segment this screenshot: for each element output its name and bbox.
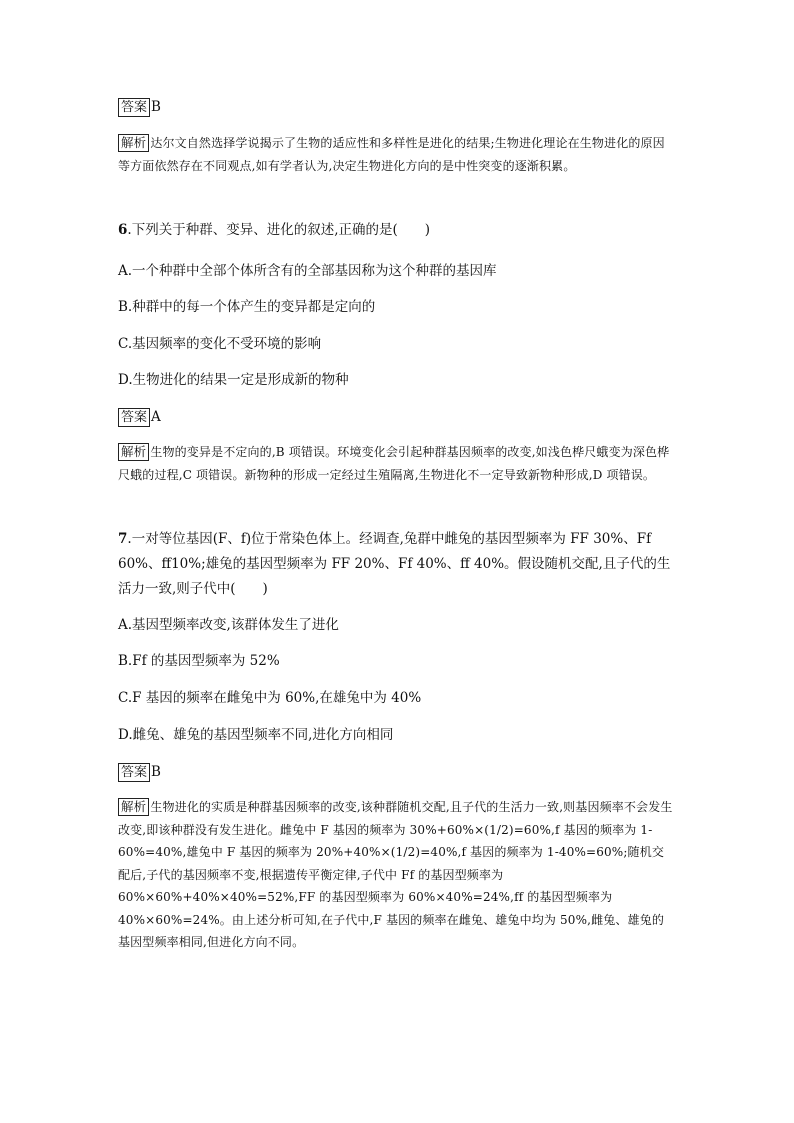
answer-label: 答案	[118, 408, 150, 427]
answer-label: 答案	[118, 98, 150, 117]
question-number: 7	[118, 531, 128, 547]
explanation-label: 解析	[118, 443, 149, 461]
explanation-text: 达尔文自然选择学说揭示了生物的适应性和多样性是进化的结果;生物进化理论在生物进化的原因等方面依然存在不同观点,如有学者认为,决定生物进化方向的是中性突变的逐渐积累。	[118, 136, 665, 173]
answer-value: B	[151, 99, 161, 115]
q5-answer	[118, 98, 674, 117]
q7-explanation	[118, 796, 674, 954]
q7-option-b: B.Ff 的基因型频率为 52%	[118, 653, 280, 669]
answer-value: B	[151, 764, 161, 780]
question-7-stem	[118, 527, 674, 602]
q6-explanation	[118, 441, 674, 486]
q7-option-c: C.F 基因的频率在雌兔中为 60%,在雄兔中为 40%	[118, 690, 422, 706]
q6-option-a: A.一个种群中全部个体所含有的全部基因称为这个种群的基因库	[118, 263, 497, 279]
q6-answer	[118, 408, 674, 427]
q7-answer	[118, 763, 674, 782]
q5-explanation	[118, 132, 674, 177]
explanation-label: 解析	[118, 134, 149, 152]
explanation-label: 解析	[118, 798, 149, 816]
explanation-text: 生物的变异是不定向的,B 项错误。环境变化会引起种群基因频率的改变,如浅色桦尺蛾变为深色桦尺蛾的过程,C 项错误。新物种的形成一定经过生殖隔离,生物进化不一定导致新物种形成,D 项错误。	[118, 445, 670, 482]
question-number: 6	[118, 222, 128, 238]
question-text: .一对等位基因(F、f)位于常染色体上。经调查,兔群中雌兔的基因型频率为 FF 30%、Ff 60%、ff10%;雄兔的基因型频率为 FF 20%、Ff 40%、ff 40%。假设随机交配,且子代的生活力一致,则子代中( )	[118, 531, 671, 597]
answer-label: 答案	[118, 763, 150, 782]
q6-option-d: D.生物进化的结果一定是形成新的物种	[118, 372, 349, 388]
answer-value: A	[151, 409, 161, 425]
q7-option-d: D.雌兔、雄兔的基因型频率不同,进化方向相同	[118, 727, 394, 743]
q7-option-a: A.基因型频率改变,该群体发生了进化	[118, 617, 339, 633]
q6-option-b: B.种群中的每一个体产生的变异都是定向的	[118, 299, 376, 315]
question-6-stem	[118, 218, 674, 243]
question-text: .下列关于种群、变异、进化的叙述,正确的是( )	[127, 222, 431, 238]
q6-option-c: C.基因频率的变化不受环境的影响	[118, 336, 322, 352]
explanation-text: 生物进化的实质是种群基因频率的改变,该种群随机交配,且子代的生活力一致,则基因频率不会发生改变,即该种群没有发生进化。雌兔中 F 基因的频率为 30%+60%×(1/2)=60%,f 基因的频率为 1-60%=40%,雄兔中 F 基因的频率为 20%+40%×(1/2)=40%,f 基因的频率为 1-40%=60%;随机交配后,子代的基因频率不变,根据遗传平衡定律,子代中 Ff 的基因型频率为 60%×60%+40%×40%=52%,FF 的基因型频率为 60%×40%=24%,ff 的基因型频率为 40%×60%=24%。由上述分析可知,在子代中,F 基因的频率在雌兔、雄兔中均为 50%,雌兔、雄兔的基因型频率相同,但进化方向不同。	[118, 800, 673, 949]
